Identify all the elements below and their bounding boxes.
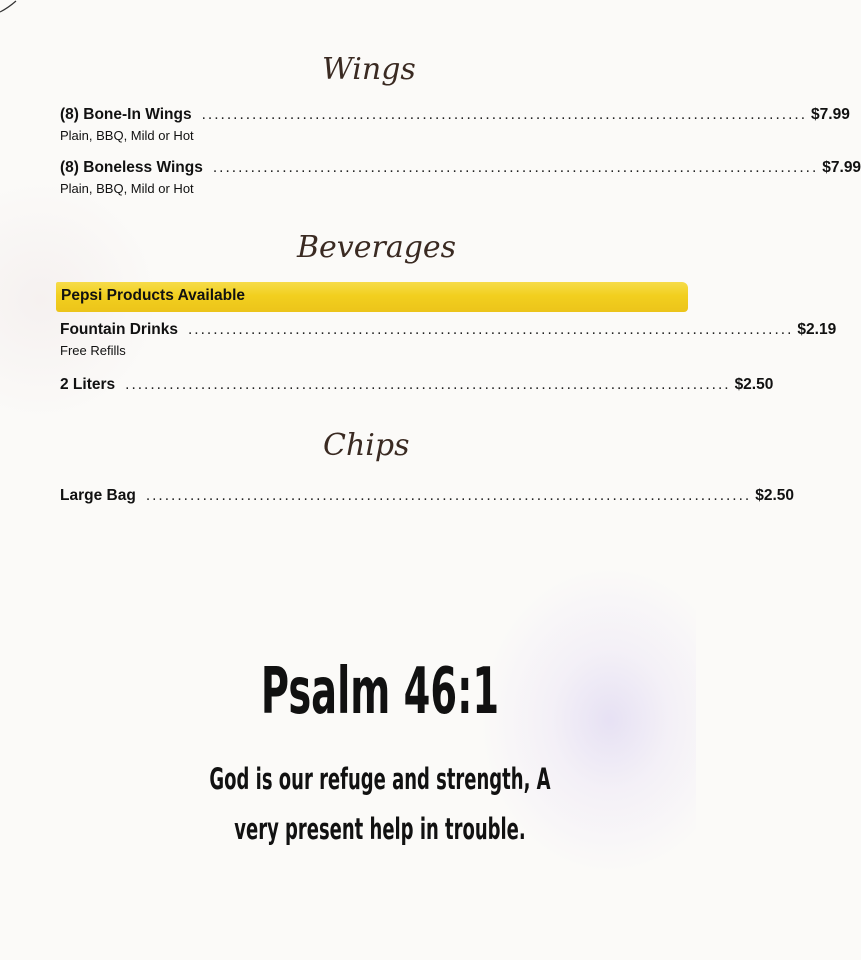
menu-item-bone-in-wings (60, 106, 850, 143)
leader-dots: ................................................................................................ (125, 376, 731, 393)
corner-pen-mark (0, 0, 20, 20)
menu-item-boneless-wings (60, 159, 861, 196)
menu-item-2-liters (60, 376, 774, 394)
item-name: Large Bag (60, 487, 136, 504)
leader-dots: ................................................................................................ (201, 106, 808, 123)
item-name: (8) Boneless Wings (60, 159, 203, 176)
item-description: Plain, BBQ, Mild or Hot (60, 181, 194, 196)
item-price: $2.50 (755, 487, 795, 504)
item-price: $2.50 (734, 376, 774, 393)
section-title-wings: Wings (322, 52, 416, 87)
menu-item-fountain-drinks (60, 321, 837, 358)
menu-item-large-bag (60, 487, 795, 505)
verse-line-1: God is our refuge and strength, A (209, 762, 551, 796)
item-name: 2 Liters (60, 376, 116, 393)
item-name: Fountain Drinks (60, 321, 178, 338)
section-title-beverages: Beverages (297, 230, 457, 265)
item-price: $2.19 (797, 321, 837, 338)
section-title-chips: Chips (323, 428, 410, 463)
item-name: (8) Bone-In Wings (60, 106, 192, 123)
psalm-title: Psalm 46:1 (260, 655, 500, 729)
item-price: $7.99 (811, 106, 850, 123)
item-description: Free Refills (60, 343, 126, 358)
item-description: Plain, BBQ, Mild or Hot (60, 128, 194, 143)
leader-dots: ................................................................................................ (145, 487, 752, 504)
item-price: $7.99 (822, 159, 861, 176)
verse-line-2: very present help in trouble. (234, 812, 526, 846)
pepsi-highlight-banner (56, 282, 688, 312)
highlight-text: Pepsi Products Available (61, 287, 246, 304)
leader-dots: ................................................................................................ (187, 321, 794, 338)
leader-dots: ................................................................................................ (212, 159, 819, 176)
